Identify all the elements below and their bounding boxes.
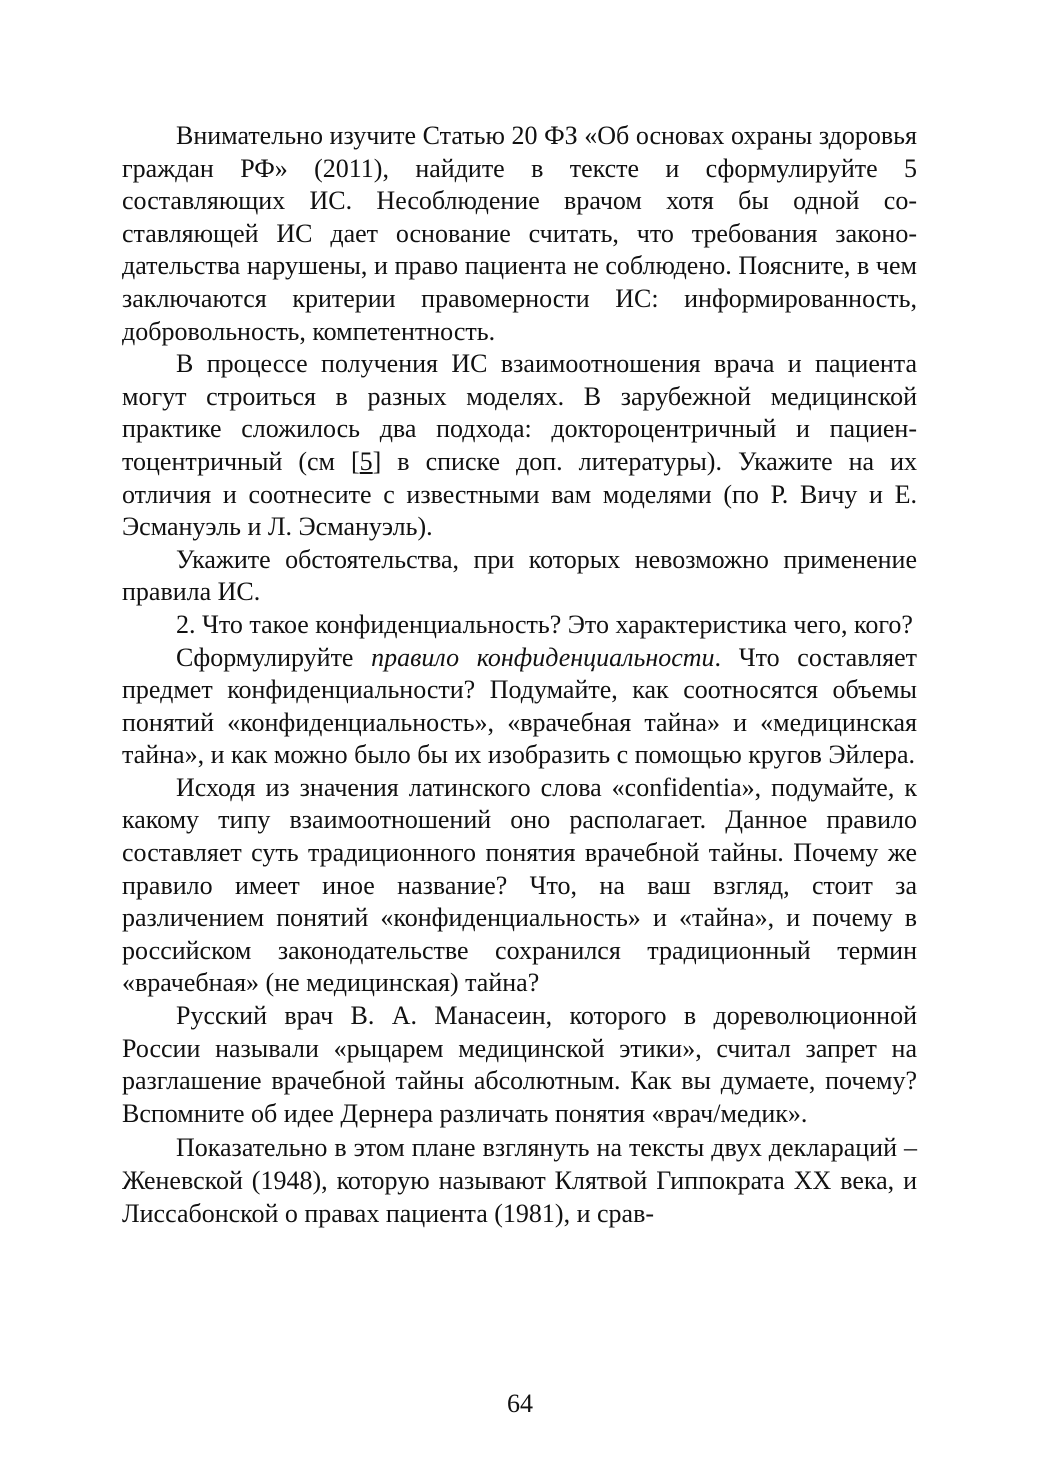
paragraph-models-text-end: ] в списке доп. литературы). Укажите на их отличия и соотнесите с известными вам моделями (по Р. Вичу и Е. Эсмануэль и Л. Эсмануэль). [122, 446, 917, 542]
paragraph-models-text-start: В процессе получения ИС взаимоотношения врача и пациента могут строиться в разных моделях. В зарубежной медицинской практике сложилось два подхода: доктороцентричный и пациентоцентричный (см [ [122, 349, 917, 476]
paragraph-rule-text-start: Сформулируйте [176, 642, 372, 672]
paragraph-confidentiality-rule [122, 642, 917, 772]
page-body-text [122, 120, 917, 1230]
paragraph-manasein: Русский врач В. А. Манасеин, которого в дореволюционной России называли «рыцарем медицинской этики», считал запрет на разглашение врачебной тайны абсолютным. Как вы думаете, почему? Вспомните об идее Дернера различать понятия «врач/медик». [122, 1001, 917, 1128]
paragraph-circumstances: Укажите обстоятельства, при которых невозможно применение правила ИС. [122, 544, 917, 607]
page-number: 64 [507, 1389, 533, 1418]
emphasized-term: правило конфиденциальности [371, 642, 715, 672]
paragraph-question-2: 2. Что такое конфиденциальность? Это характеристика чего, кого? [176, 609, 913, 639]
paragraph-confidentia: Исходя из значения латинского слова «confidentia», подумайте, к какому типу взаимоотношений оно располагает. Данное правило составляет суть традиционного понятия врачебной тайны. Почему же правило имеет иное название? Что, на ваш взгляд, стоит за различением понятий «конфиденциальность» и «тайна», и почему в российском законодательстве сохранился традиционный термин «врачебная» (не медицинская) тайна? [122, 772, 917, 998]
paragraph-models [122, 348, 917, 544]
paragraph-declarations: Показательно в этом плане взглянуть на тексты двух деклараций – Женевской (1948), которую называют Клятвой Гиппократа XX века, и Лиссабонской о правах пациента (1981), и срав- [122, 1133, 917, 1228]
reference-link[interactable]: 5 [359, 446, 373, 476]
paragraph-article-20: Внимательно изучите Статью 20 ФЗ «Об основах охраны здоровья граждан РФ» (2011), найдите в тексте и сформулируйте 5 составляющих ИС. Несоблюдение врачом хотя бы одной составляющей ИС дает основание считать, что требования законодательства нарушены, и право пациента не соблюдено. Поясните, в чем заключаются критерии правомерности ИС: информированность, добровольность, компетентность. [122, 121, 917, 346]
paragraph-rule-text-end: . Что составляет предмет конфиденциальности? Подумайте, как соотносятся объемы понятий «конфиденциальность», «врачебная тайна» и «медицинская тайна», и как можно было бы их изобразить с помощью кругов Эйлера. [122, 642, 917, 770]
